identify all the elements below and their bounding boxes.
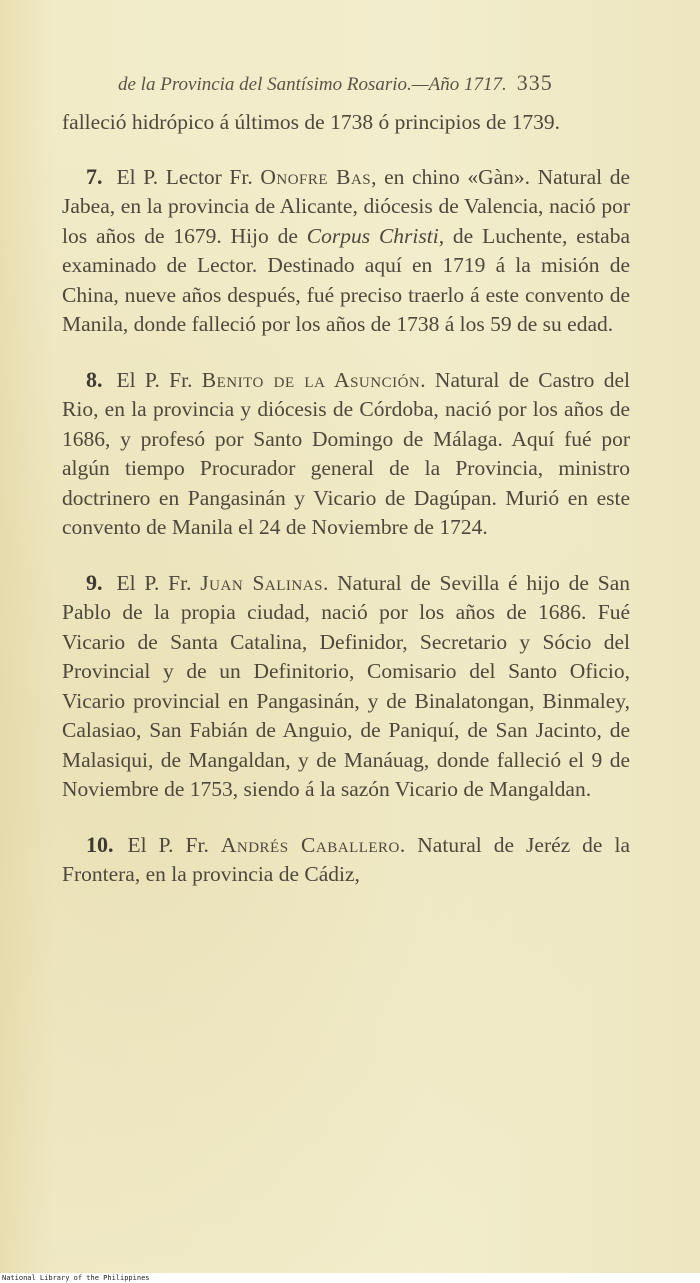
paragraph-text: falleció hidrópico á últimos de 1738 ó principios de 1739. (62, 110, 560, 134)
running-title: de la Provincia del Santísimo Rosario.—Año 1717. (118, 74, 507, 95)
page-number: 335 (516, 70, 553, 95)
entry-name: Andrés Caballero (220, 832, 400, 857)
text-body (62, 108, 630, 915)
running-header (118, 70, 608, 96)
paragraph-entry-7 (62, 162, 630, 340)
entry-name: Benito de la Asunción (201, 367, 421, 392)
entry-lead: El P. Lector Fr. (116, 164, 261, 189)
entry-lead: El P. Fr. (116, 367, 202, 392)
entry-number: 9. (86, 569, 103, 595)
entry-text: . Natural de Sevilla é hijo de San Pablo de la propia ciudad, nació por los años de 1686. Fué Vicario de Santa Catalina, Definidor, Secretario y Sócio del Provincial y de un Definitorio, Comisario del Santo Oficio, Vicario provincial en Pangasinán, y de Binalatongan, Binmaley, Calasiao, San Fabián de Anguio, de Paniquí, de San Jacinto, de Malasiqui, de Mangaldan, y de Manáuag, donde falleció el 9 de Noviembre de 1753, siendo á la sazón Vicario de Mangaldan. (62, 570, 630, 801)
entry-lead: El P. Fr. (127, 832, 221, 857)
entry-name: Juan Salinas (200, 570, 323, 595)
entry-number: 7. (86, 163, 103, 189)
entry-number: 10. (86, 831, 114, 857)
paragraph-entry-8 (62, 365, 630, 543)
entry-text-a: , en chino «Gàn». Natural de Jabea, en la provincia de Alicante, diócesis de Valencia, nació por los años de 1679. Hijo de (62, 164, 631, 248)
paragraph-entry-9 (62, 568, 630, 805)
entry-italic: Corpus Christi (306, 223, 439, 248)
paragraph-continuation (62, 108, 630, 138)
entry-text: . Natural de Jeréz de la Frontera, en la provincia de Cádiz, (62, 832, 630, 886)
entry-number: 8. (86, 366, 103, 392)
entry-text: . Natural de Castro del Rio, en la provincia y diócesis de Córdoba, nació por los años de 1686, y profesó por Santo Domingo de Málaga. Aquí fué por algún tiempo Procurador general de la Provincia, ministro doctrinero en Pangasinán y Vicario de Dagúpan. Murió en este convento de Manila el 24 de Noviembre de 1724. (62, 367, 630, 539)
footer-credit: National Library of the Philippines (0, 1273, 700, 1283)
paragraph-entry-10 (62, 830, 630, 890)
entry-text-b: , de Luchente, estaba examinado de Lector. Destinado aquí en 1719 á la misión de China, nueve años después, fué preciso traerlo á este convento de Manila, donde falleció por los años de 1738 á los 59 de su edad. (62, 223, 630, 336)
entry-name: Onofre Bas (260, 164, 372, 189)
entry-lead: El P. Fr. (116, 570, 201, 595)
